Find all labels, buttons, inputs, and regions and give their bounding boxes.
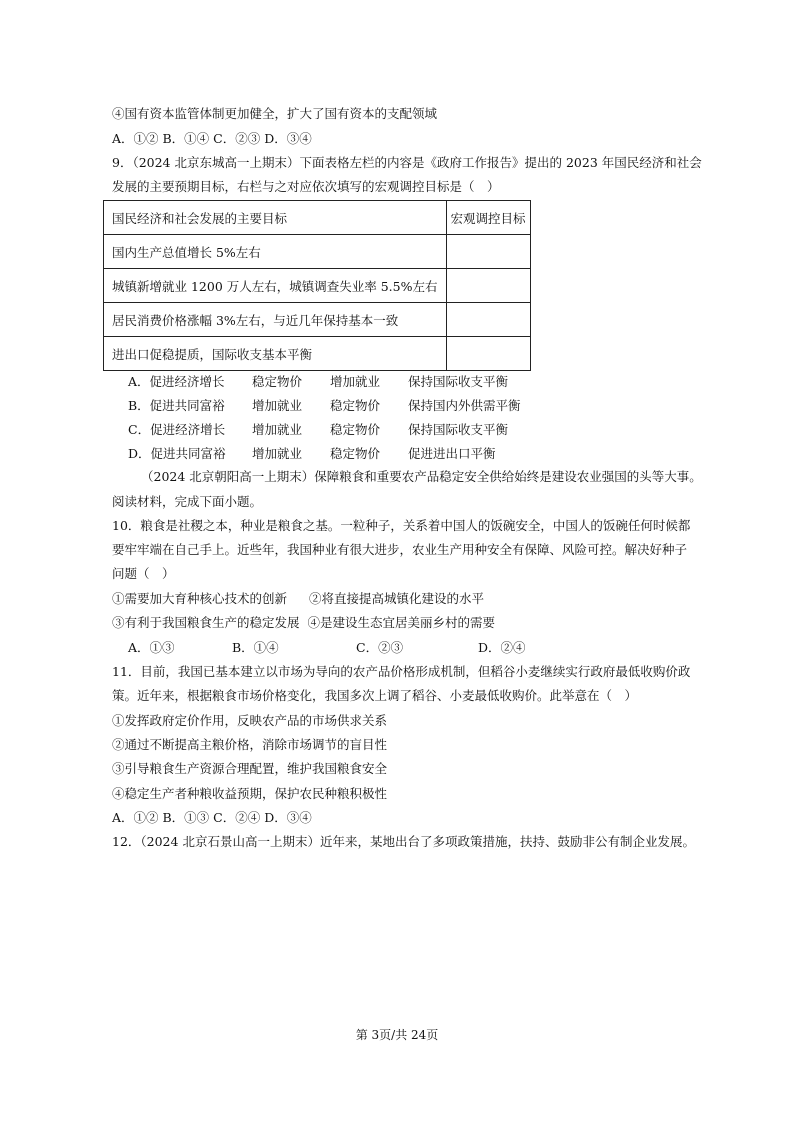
q9-stem-line2: 发展的主要预期目标，右栏与之对应依次填写的宏观调控目标是（ ） [112, 179, 500, 194]
option-label: B．促进共同富裕 [128, 398, 225, 413]
table-cell-goal: 居民消费价格涨幅 3%左右，与近几年保持基本一致 [104, 303, 447, 337]
q10-item4: ④是建设生态宜居美丽乡村的需要 [307, 615, 496, 630]
page-footer: 第 3页/共 24页 [355, 1028, 439, 1042]
option-col2: 增加就业 [252, 446, 303, 461]
option-col2: 增加就业 [252, 398, 303, 413]
q10-items-line2 [112, 615, 495, 631]
q11-item1: ①发挥政府定价作用，反映农产品的市场供求关系 [112, 713, 388, 728]
table-row [104, 337, 531, 371]
table-header-row [104, 201, 531, 235]
q10-answer-options [128, 640, 528, 656]
option-col4: 促进进出口平衡 [408, 446, 496, 461]
q10-stem-line1: 10．粮食是社稷之本，种业是粮食之基。一粒种子，关系着中国人的饭碗安全，中国人的饭碗任何时候都 [112, 518, 691, 533]
table-cell-blank [446, 235, 530, 269]
q8-answer-options: A．①② B．①④ C．②③ D．③④ [112, 131, 312, 146]
q10-stem-line3: 问题（ ） [112, 566, 175, 581]
q10-option-b: B．①④ [232, 640, 279, 655]
q8-item4: ④国有资本监管体制更加健全，扩大了国有资本的支配领域 [112, 106, 438, 121]
q9-table [103, 200, 531, 371]
option-col4: 保持国内外供需平衡 [408, 398, 521, 413]
q10-stem-line2: 要牢牢端在自己手上。近些年，我国种业有很大进步，农业生产用种安全有保障、风险可控。解决好种子 [112, 542, 688, 557]
option-col3: 稳定物价 [330, 446, 381, 461]
table-cell-goal: 进出口促稳提质，国际收支基本平衡 [104, 337, 447, 371]
q11-item4: ④稳定生产者种粮收益预期，保护农民种粮积极性 [112, 786, 388, 801]
q9-stem-line1: 9．（2024 北京东城高一上期末）下面表格左栏的内容是《政府工作报告》提出的 2023 年国民经济和社会 [112, 155, 702, 170]
q10-items-line1 [112, 591, 484, 607]
table-cell-blank [446, 269, 530, 303]
option-col2: 增加就业 [252, 422, 303, 437]
table-row [104, 269, 531, 303]
option-label: D．促进共同富裕 [128, 446, 226, 461]
q11-answer-options: A．①② B．①③ C．②④ D．③④ [112, 810, 312, 825]
table-cell-goal: 城镇新增就业 1200 万人左右，城镇调查失业率 5.5%左右 [104, 269, 447, 303]
q10-option-c: C．②③ [356, 640, 404, 655]
q11-stem-line2: 策。近年来，根据粮食市场价格变化，我国多次上调了稻谷、小麦最低收购价。此举意在（ ） [112, 688, 638, 703]
option-col3: 增加就业 [330, 374, 381, 389]
option-label: A．促进经济增长 [128, 374, 225, 389]
material-intro-line2: 阅读材料，完成下面小题。 [112, 494, 263, 509]
q10-option-a: A．①③ [128, 640, 175, 655]
option-col2: 稳定物价 [252, 374, 303, 389]
table-row [104, 235, 531, 269]
option-col3: 稳定物价 [330, 422, 381, 437]
q11-stem-line1: 11．目前，我国已基本建立以市场为导向的农产品价格形成机制，但稻谷小麦继续实行政府最低收购价政 [112, 664, 691, 679]
q11-item3: ③引导粮食生产资源合理配置，维护我国粮食安全 [112, 761, 388, 776]
option-col4: 保持国际收支平衡 [408, 374, 509, 389]
table-row [104, 303, 531, 337]
q10-item2: ②将直接提高城镇化建设的水平 [309, 591, 485, 606]
option-col4: 保持国际收支平衡 [408, 422, 509, 437]
q10-option-d: D．②④ [478, 640, 526, 655]
option-col3: 稳定物价 [330, 398, 381, 413]
q10-item3: ③有利于我国粮食生产的稳定发展 [112, 615, 300, 630]
table-cell-blank [446, 337, 530, 371]
table-cell-goal: 国内生产总值增长 5%左右 [104, 235, 447, 269]
option-label: C．促进经济增长 [128, 422, 226, 437]
table-header-left: 国民经济和社会发展的主要目标 [104, 201, 447, 235]
q10-item1: ①需要加大育种核心技术的创新 [112, 591, 288, 606]
q12-stem-line1: 12．（2024 北京石景山高一上期末）近年来，某地出台了多项政策措施，扶持、鼓励非公有制企业发展。 [112, 834, 695, 849]
table-header-right: 宏观调控目标 [446, 201, 530, 235]
q11-item2: ②通过不断提高主粮价格，消除市场调节的盲目性 [112, 737, 388, 752]
table-cell-blank [446, 303, 530, 337]
material-intro-line1: （2024 北京朝阳高一上期末）保障粮食和重要农产品稳定安全供给始终是建设农业强国的头等大事。 [141, 469, 702, 484]
